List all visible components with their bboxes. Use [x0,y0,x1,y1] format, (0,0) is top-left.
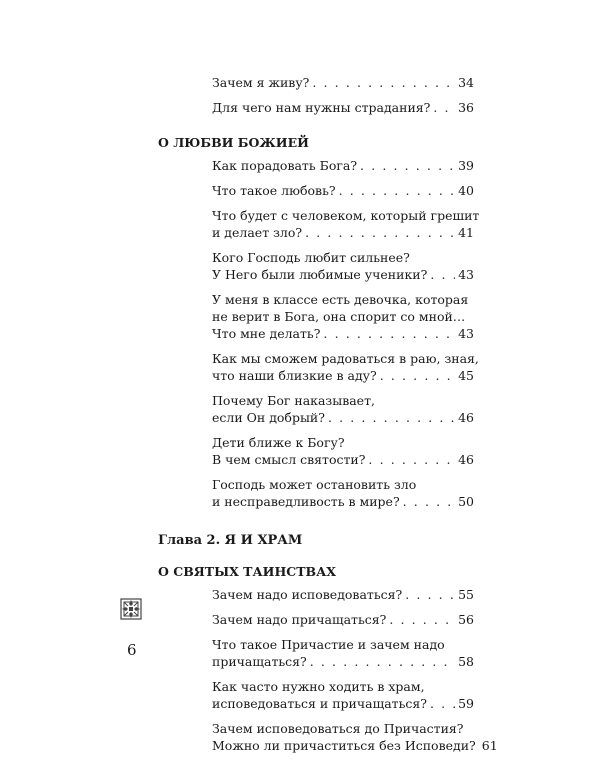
toc-entry-page: 36 [458,100,474,115]
toc-entry-line [212,611,474,628]
toc-entry-page: 55 [458,587,474,602]
toc-entry-text: Почему Бог наказывает, [212,393,375,408]
chapter-title: Глава 2. Я И ХРАМ [158,533,303,548]
toc-entry-page: 50 [458,494,474,509]
toc-entry-text: В чем смысл святости? [212,452,366,467]
toc-entry [212,249,474,283]
toc-entry-line [212,182,474,199]
toc-entry-line [212,476,474,493]
toc-entry-line [212,653,474,670]
toc-entry-line [212,325,474,342]
toc-entry-line [212,249,474,266]
toc-entry-text: Что мне делать? [212,326,321,341]
toc-entry-line [212,695,474,712]
leader-dots [360,157,455,174]
toc-entry [212,636,474,670]
toc-entry-line [212,367,474,384]
toc-entry-text: Зачем я живу? [212,75,310,90]
leader-dots [430,266,455,283]
toc-entry-text: Как мы сможем радоваться в раю, зная, [212,351,479,366]
toc-entry-page: 41 [458,225,474,240]
toc-entry-text: Зачем исповедоваться до Причастия? [212,721,464,736]
toc-entry-line [212,266,474,283]
leader-dots [305,224,455,241]
leader-dots [389,611,455,628]
page-number: 6 [127,641,137,659]
toc-entry-line [212,434,474,451]
toc-entry-line [212,493,474,510]
toc-entry-text: У Него были любимые ученики? [212,267,428,282]
toc-entry-line [212,409,474,426]
toc-entry [212,350,479,384]
toc-entry-page: 34 [458,75,474,90]
leader-dots [430,695,455,712]
toc-entry [212,611,474,628]
toc-entry-line [212,74,474,91]
toc-entry-text: Что будет с человеком, который грешит [212,208,480,223]
toc-entry-text: Что такое любовь? [212,183,336,198]
leader-dots [339,182,456,199]
toc-entry [212,182,474,199]
toc-entry-line [212,586,474,603]
toc-entry-page: 46 [458,452,474,467]
decorative-ornament-icon [120,598,142,620]
toc-entry [212,678,474,712]
leader-dots [380,367,455,384]
toc-entry-text: Что такое Причастие и зачем надо [212,637,445,652]
leader-dots [405,586,455,603]
toc-entry-text: и несправедливость в мире? [212,494,400,509]
leader-dots [310,653,455,670]
toc-entry-page: 40 [458,183,474,198]
toc-entry-text: У меня в классе есть девочка, которая [212,292,469,307]
toc-entry-line [212,636,474,653]
toc-entry [212,392,474,426]
toc-entry-text: Зачем надо исповедоваться? [212,587,403,602]
toc-entry-text: не верит в Бога, она спорит со мной… [212,309,466,324]
toc-group-sacraments [158,586,498,754]
leader-dots [433,99,455,116]
toc-entry-text: и делает зло? [212,225,303,240]
toc-entry-line [212,451,474,468]
toc-entry-page: 61 [481,738,498,753]
toc-entry [212,586,474,603]
toc-entry-line [212,678,474,695]
toc-entry-page: 56 [458,612,474,627]
toc-entry-line [212,291,474,308]
toc-entry [212,291,474,342]
toc-entry-page: 39 [458,158,474,173]
toc-entry-text: Как часто нужно ходить в храм, [212,679,425,694]
toc-entry-text: Зачем надо причащаться? [212,612,387,627]
toc-entry-line [212,99,474,116]
toc-group-intro [158,74,474,116]
toc-entry-line [212,350,479,367]
leader-dots [403,493,455,510]
toc-entry-line [212,737,498,754]
toc-entry-text: причащаться? [212,654,307,669]
toc-entry-text: исповедоваться и причащаться? [212,696,427,711]
toc-entry-text: если Он добрый? [212,410,325,425]
toc-entry-text: Как порадовать Бога? [212,158,358,173]
toc-entry [212,207,480,241]
toc-entry-page: 45 [458,368,474,383]
leader-dots [312,74,455,91]
toc-entry [212,74,474,91]
table-of-contents [158,74,498,762]
toc-entry-page: 43 [458,267,474,282]
toc-entry-text: Дети ближе к Богу? [212,435,345,450]
toc-entry-text: Господь может остановить зло [212,477,417,492]
toc-entry-line [212,720,474,737]
toc-entry-line [212,224,474,241]
toc-group-love [158,157,480,510]
toc-entry-line [212,157,474,174]
toc-entry-page: 43 [458,326,474,341]
toc-entry-line [212,207,480,224]
toc-entry [212,434,474,468]
toc-entry [212,720,498,754]
section-title-love: О ЛЮБВИ БОЖИЕЙ [158,135,309,150]
toc-entry [212,99,474,116]
toc-entry-page: 46 [458,410,474,425]
toc-entry-text: Можно ли причаститься без Исповеди? [212,738,476,753]
toc-entry-page: 58 [458,654,474,669]
toc-entry-line [212,392,474,409]
toc-entry-text: Кого Господь любит сильнее? [212,250,410,265]
leader-dots [323,325,455,342]
toc-entry [212,476,474,510]
section-title-sacraments: О СВЯТЫХ ТАИНСТВАХ [158,564,336,579]
toc-entry-text: Для чего нам нужны страдания? [212,100,431,115]
toc-entry-line [212,308,474,325]
toc-entry [212,157,474,174]
toc-entry-page: 59 [458,696,474,711]
leader-dots [328,409,455,426]
leader-dots [368,451,455,468]
toc-entry-text: что наши близкие в аду? [212,368,377,383]
